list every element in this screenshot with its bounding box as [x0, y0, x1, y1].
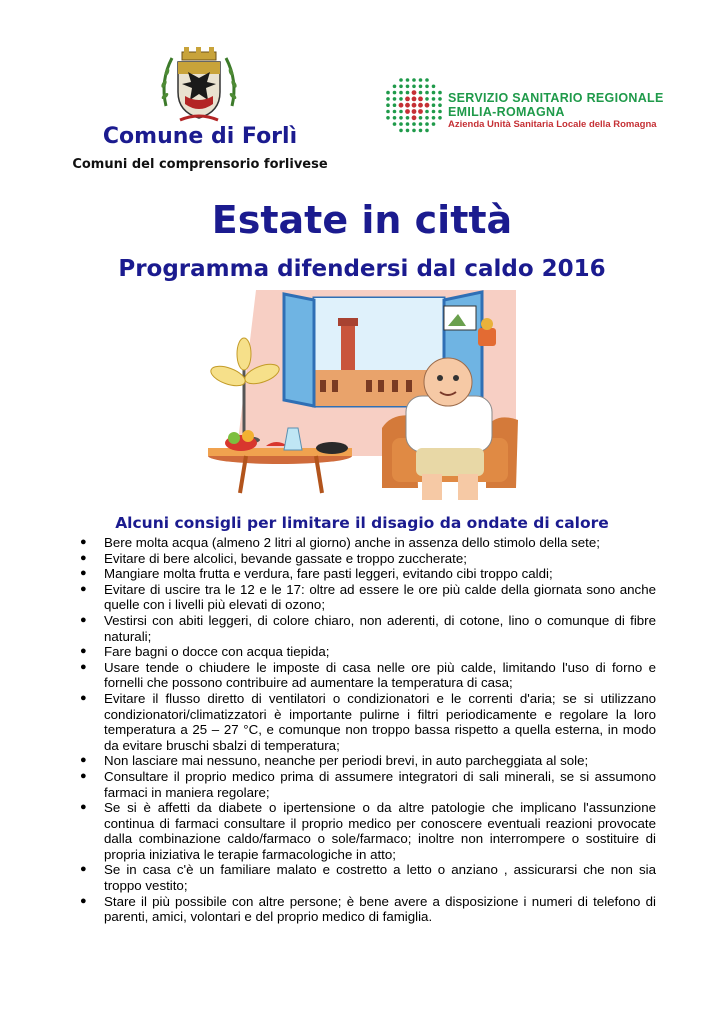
health-service-logo	[384, 76, 444, 134]
tip-text: Evitare il flusso diretto di ventilatori o condizionatori e le correnti d'aria; se si utilizzano condizionatori/climatizzatori è importante pulirne i filtri periodicamente e regolare la loro temperatura a 25 – 27 °C, e comunque non troppo bassa rispetto a quella esterna, in modo da evitare bruschi sbalzi di temperatura;	[104, 690, 656, 753]
bullet-icon: ●	[80, 691, 87, 704]
tip-text: Evitare di bere alcolici, bevande gassate e troppo zuccherate;	[104, 550, 467, 566]
health-service-name	[448, 92, 664, 131]
tip-text: Evitare di uscire tra le 12 e le 17: oltre ad essere le ore più calde della giornata sono anche quelle con i livelli più elevati di ozono;	[104, 581, 656, 613]
bullet-icon: ●	[80, 769, 87, 782]
tips-list	[68, 535, 656, 925]
bullet-icon: ●	[80, 801, 87, 814]
bullet-icon: ●	[80, 894, 87, 907]
tip-text: Stare il più possibile con altre persone; è bene avere a disposizione i numeri di telefono di parenti, amici, volontari e del proprio medico di famiglia.	[104, 893, 656, 925]
list-item	[68, 551, 656, 567]
bullet-icon: ●	[80, 754, 87, 767]
bullet-icon: ●	[80, 645, 87, 658]
tip-text: Se si è affetti da diabete o ipertensione o da altre patologie che implicano l'assunzione continua di farmaci consultare il proprio medico per conoscere eventuali reazioni provocate dalla combinazione caldo/farmaco o sole/farmaco; inoltre non interrompere o sostituire di propria iniziativa le terapie farmacologiche in atto;	[104, 800, 656, 862]
list-item	[68, 753, 656, 769]
list-item	[68, 769, 656, 800]
bullet-icon: ●	[80, 551, 87, 564]
page-subtitle: Programma difendersi dal caldo 2016	[118, 256, 606, 282]
tip-text: Bere molta acqua (almeno 2 litri al giorno) anche in assenza dello stimolo della sete;	[104, 535, 600, 550]
bullet-icon: ●	[80, 660, 87, 673]
bullet-icon: ●	[80, 613, 87, 626]
summer-heat-illustration	[196, 288, 536, 510]
tip-text: Non lasciare mai nessuno, neanche per periodi brevi, in auto parcheggiata al sole;	[104, 753, 589, 769]
list-item	[68, 894, 656, 925]
bullet-icon: ●	[80, 863, 87, 876]
tip-text: Fare bagni o docce con acqua tiepida;	[104, 644, 330, 660]
list-item	[68, 535, 656, 551]
municipality-name: Comune di Forlì	[102, 124, 298, 149]
tip-text: Consultare il proprio medico prima di assumere integratori di sali minerali, se si assumono farmaci in maniera regolare;	[104, 768, 656, 800]
bullet-icon: ●	[80, 536, 87, 548]
health-service-line3: Azienda Unità Sanitaria Locale della Romagna	[448, 119, 657, 130]
bullet-icon: ●	[80, 582, 87, 595]
health-service-line1: SERVIZIO SANITARIO REGIONALE	[448, 91, 664, 105]
tip-text: Vestirsi con abiti leggeri, di colore chiaro, non aderenti, di cotone, lino o comunque di fibre naturali;	[104, 612, 656, 644]
tip-text: Mangiare molta frutta e verdura, fare pasti leggeri, evitando cibi troppo caldi;	[104, 566, 553, 582]
bullet-icon: ●	[80, 567, 87, 580]
list-item	[68, 800, 656, 862]
city-crest-logo	[158, 46, 240, 122]
list-item	[68, 644, 656, 660]
tips-section-title: Alcuni consigli per limitare il disagio da ondate di calore	[115, 514, 609, 532]
page-title: Estate in città	[211, 198, 513, 242]
list-item	[68, 660, 656, 691]
health-service-line2: EMILIA-ROMAGNA	[448, 105, 565, 119]
tip-text: Usare tende o chiudere le imposte di casa nelle ore più calde, limitando l'uso di forno e fornelli che possono contribuire ad aumentare la temperatura di casa;	[104, 659, 656, 691]
list-item	[68, 862, 656, 893]
list-item	[68, 582, 656, 613]
tip-text: Se in casa c'è un familiare malato e costretto a letto o anziano , assicurarsi che non sia troppo vestito;	[104, 862, 656, 894]
list-item	[68, 566, 656, 582]
list-item	[68, 613, 656, 644]
list-item	[68, 691, 656, 753]
municipality-subtitle: Comuni del comprensorio forlivese	[72, 157, 328, 172]
